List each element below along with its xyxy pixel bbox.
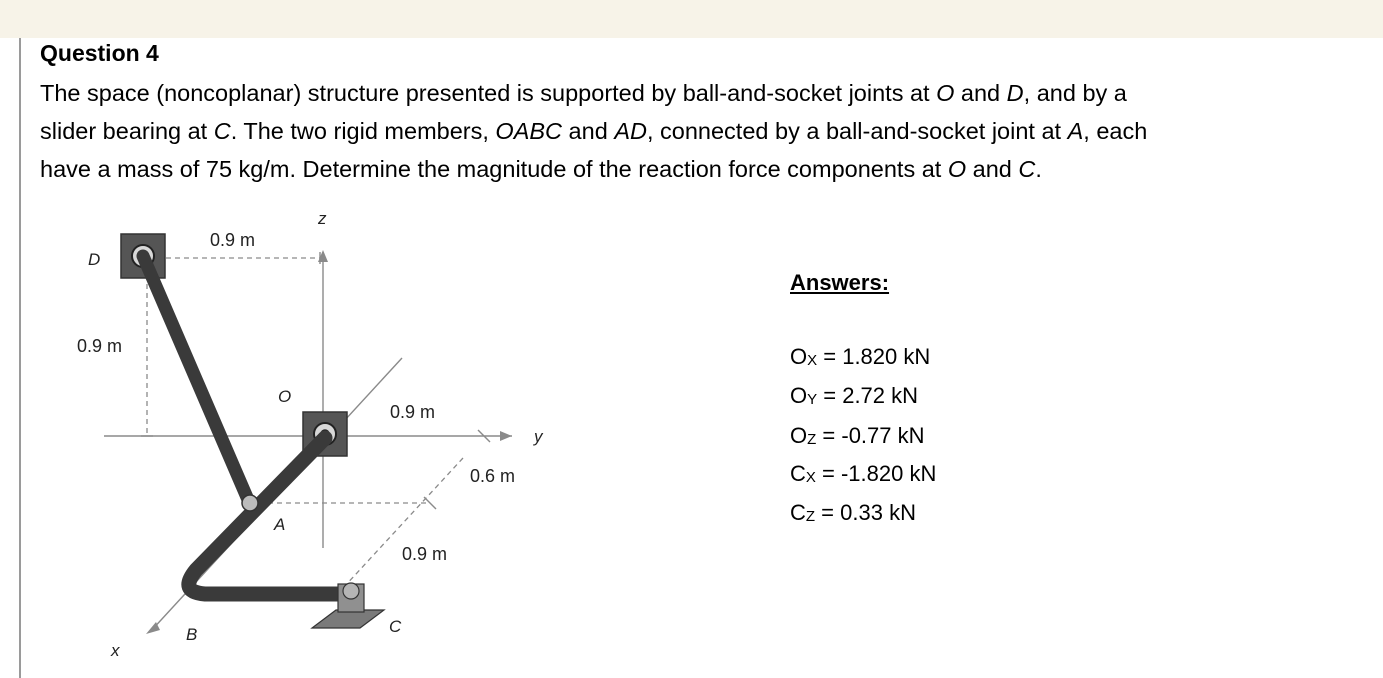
- answer-oy: $O_Y = 2.72$ kN: [790, 383, 919, 408]
- dimension-label-top: 0.9 m: [210, 230, 256, 250]
- dimension-label-bottom: 0.9 m: [402, 544, 448, 564]
- label-b: B: [186, 625, 198, 644]
- label-y: y: [534, 427, 543, 446]
- dimension-label-o-to-y: 0.9 m: [390, 402, 436, 422]
- dimension-label-left: 0.9 m: [77, 336, 123, 356]
- label-c: C: [389, 617, 402, 636]
- answer-oz: $O_Z = -0.77$ kN: [790, 423, 925, 448]
- answer-ox: $O_X = 1.820$ kN: [790, 344, 931, 369]
- label-z: z: [318, 209, 327, 228]
- answer-cx: $C_X = -1.820$ kN: [790, 461, 937, 486]
- label-x: x: [111, 641, 120, 660]
- joint-a: [242, 495, 258, 511]
- question-line-3: have a mass of 75 kg/m. Determine the magnitude of the reaction force components at O and C.: [40, 156, 1042, 182]
- member-ad: [143, 256, 249, 502]
- label-o: O: [278, 387, 292, 406]
- y-axis-arrow: [500, 431, 512, 441]
- answers-title: Answers:: [790, 270, 890, 295]
- label-d: D: [88, 250, 101, 269]
- member-oabc: [189, 438, 352, 594]
- label-a: A: [274, 515, 286, 534]
- question-line-2: slider bearing at C. The two rigid members, OABC and AD, connected by a ball-and-socket joint at A, each: [40, 118, 1148, 144]
- question-line-1: The space (noncoplanar) structure presented is supported by ball-and-socket joints at O and D, and by a: [40, 80, 1127, 106]
- question-title: Question 4: [40, 40, 159, 66]
- answer-cz: $C_Z = 0.33$ kN: [790, 500, 916, 525]
- dimension-label-06: 0.6 m: [470, 466, 516, 486]
